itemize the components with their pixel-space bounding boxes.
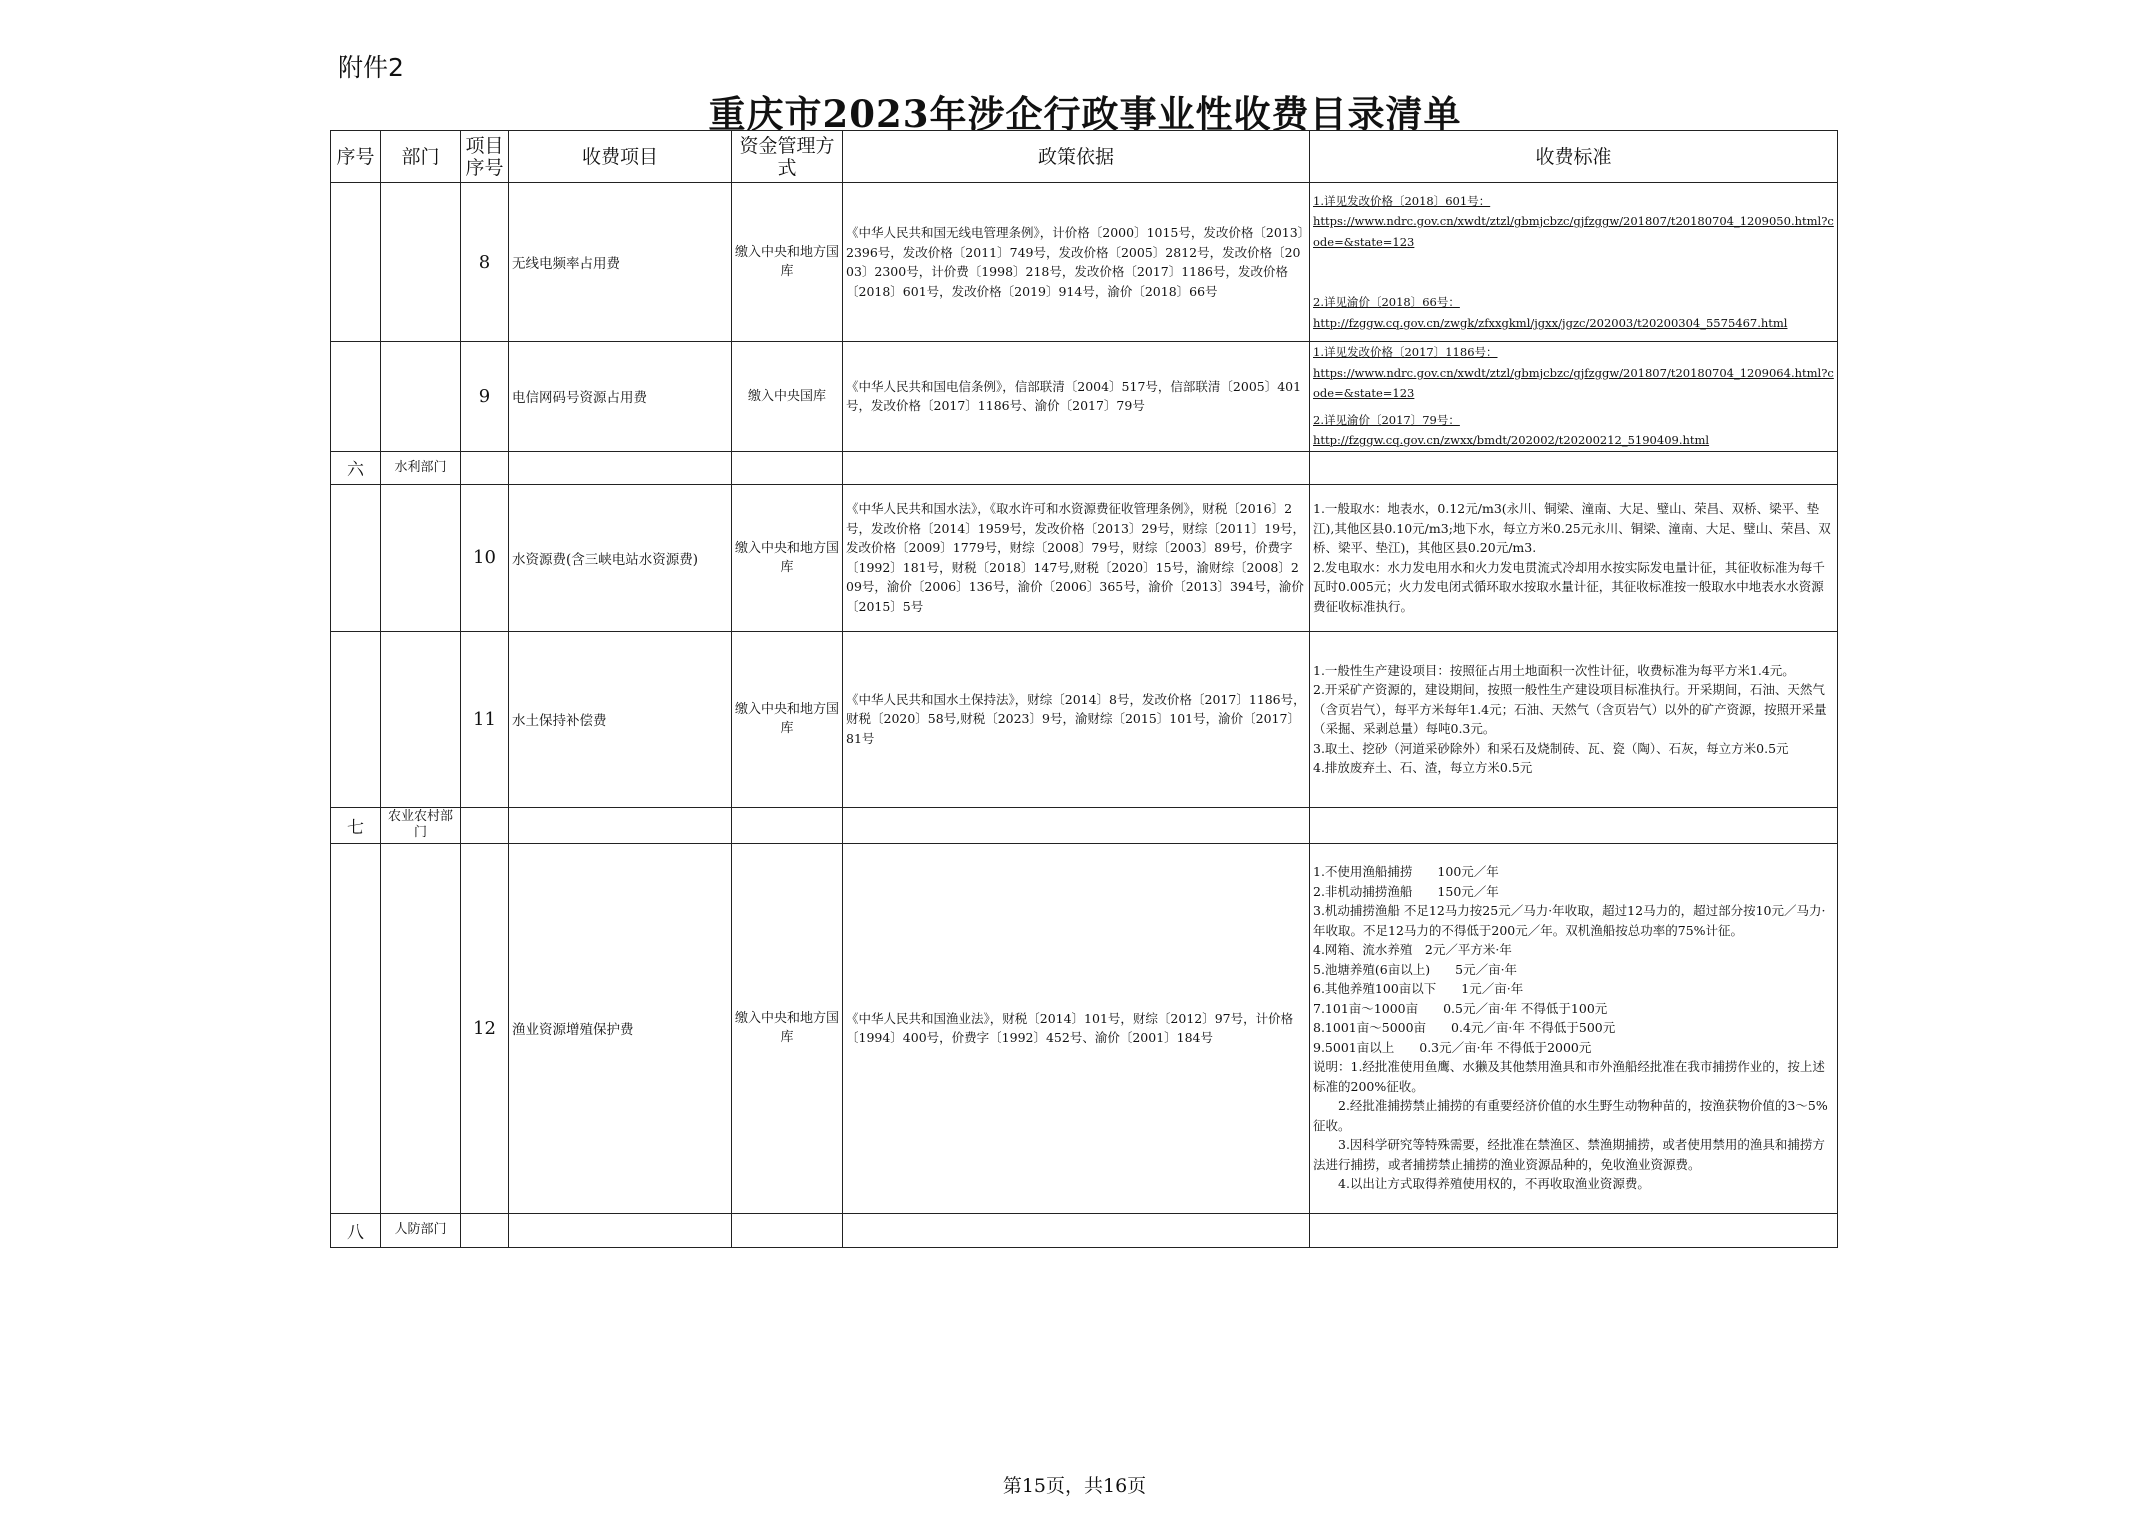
standard-link-label[interactable]: 1.详见发改价格〔2018〕601号： [1313,193,1491,208]
standard-link[interactable]: http://fzggw.cq.gov.cn/zwxx/bmdt/202002/t20200212_5190409.html [1313,433,1710,447]
item-name: 水土保持补偿费 [509,631,732,807]
fund-method: 缴入中央和地方国库 [732,183,843,342]
standard-note: 2.经批准捕捞禁止捕捞的有重要经济价值的水生野生动物种苗的，按渔获物价值的3～5%征收。 [1313,1098,1828,1133]
item-name: 无线电频率占用费 [509,183,732,342]
section-row [331,1213,1838,1247]
policy-basis: 《中华人民共和国电信条例》，信部联清〔2004〕517号，信部联清〔2005〕401号，发改价格〔2017〕1186号、渝价〔2017〕79号 [843,342,1310,452]
fund-method: 缴入中央和地方国库 [732,631,843,807]
section-dept: 农业农村部门 [381,807,461,843]
header-fund: 资金管理方式 [732,131,843,183]
section-row [331,807,1838,843]
standard-line: 1.一般取水：地表水，0.12元/m3(永川、铜梁、潼南、大足、璧山、荣昌、双桥、梁平、垫江),其他区县0.10元/m3;地下水，每立方米0.25元永川、铜梁、潼南、大足、璧山、荣昌、双桥、梁平、垫江)，其他区县0.20元/m3. [1313,501,1831,555]
policy-basis: 《中华人民共和国水法》，《取水许可和水资源费征收管理条例》，财税〔2016〕2号，发改价格〔2014〕1959号，发改价格〔2013〕29号，财综〔2011〕19号，发改价格〔2009〕1779号，财综〔2008〕79号，财综〔2003〕89号，价费字〔1992〕181号，财税〔2018〕147号,财税〔2020〕15号，渝财综〔2008〕209号，渝价〔2006〕136号，渝价〔2006〕365号，渝价〔2013〕394号，渝价〔2015〕5号 [843,484,1310,631]
page-number: 第15页，共16页 [1002,1475,1147,1497]
standard-link[interactable]: http://fzggw.cq.gov.cn/zwgk/zfxxgkml/jgxx/jgzc/202003/t20200304_5575467.html [1313,315,1788,330]
standard-link-label[interactable]: 2.详见渝价〔2017〕79号： [1313,412,1460,427]
table-row [331,631,1838,807]
standard-line: 8.1001亩～5000亩 0.4元／亩·年 不得低于500元 [1313,1020,1616,1036]
standard-note: 3.因科学研究等特殊需要，经批准在禁渔区、禁渔期捕捞，或者使用禁用的渔具和捕捞方法进行捕捞，或者捕捞禁止捕捞的渔业资源品种的，免收渔业资源费。 [1313,1137,1825,1172]
standard-note: 说明：1.经批准使用鱼鹰、水獭及其他禁用渔具和市外渔船经批准在我市捕捞作业的，按上述标准的200%征收。 [1313,1059,1825,1094]
header-dept: 部门 [381,131,461,183]
header-item: 收费项目 [509,131,732,183]
standard-link-label[interactable]: 2.详见渝价〔2018〕66号： [1313,295,1460,310]
item-number: 9 [461,342,509,452]
standard-line: 1.不使用渔船捕捞 100元／年 [1313,864,1499,880]
attachment-label: 附件2 [338,53,404,82]
standard-line: 4.网箱、流水养殖 2元／平方米·年 [1313,942,1512,958]
item-number: 10 [461,484,509,631]
section-number: 六 [331,451,381,484]
section-dept: 人防部门 [381,1213,461,1247]
item-name: 电信网码号资源占用费 [509,342,732,452]
item-number: 8 [461,183,509,342]
fee-standard [1310,183,1838,342]
fee-standard [1310,631,1838,807]
standard-line: 3.取土、挖砂（河道采砂除外）和采石及烧制砖、瓦、瓷（陶）、石灰，每立方米0.5元 4.排放废弃土、石、渣，每立方米0.5元 [1313,740,1789,775]
fee-table [330,130,1838,1248]
standard-line: 2.非机动捕捞渔船 150元／年 [1313,883,1499,899]
section-number: 八 [331,1213,381,1247]
standard-line: 2.发电取水：水力发电用水和火力发电贯流式冷却用水按实际发电量计征，其征收标准为每千瓦时0.005元；火力发电闭式循环取水按取水量计征，其征收标准按一般取水中地表水水资源费征收标准执行。 [1313,559,1825,614]
standard-link[interactable]: https://www.ndrc.gov.cn/xwdt/ztzl/gbmjcbzc/gjfzggw/201807/t20180704_1209064.html?code=&state=123 [1313,365,1834,400]
header-policy: 政策依据 [843,131,1310,183]
standard-line: 2.开采矿产资源的，建设期间，按照一般性生产建设项目标准执行。开采期间，石油、天然气（含页岩气），每平方米每年1.4元；石油、天然气（含页岩气）以外的矿产资源，按照开采量（采掘、采剥总量）每吨0.3元。 [1313,682,1827,736]
standard-line: 9.5001亩以上 0.3元／亩·年 不得低于2000元 [1313,1039,1592,1055]
page-title: 重庆市2023年涉企行政事业性收费目录清单 [708,92,1462,136]
header-seq: 序号 [331,131,381,183]
table-row [331,183,1838,342]
header-standard: 收费标准 [1310,131,1838,183]
item-name: 渔业资源增殖保护费 [509,843,732,1213]
fund-method: 缴入中央和地方国库 [732,843,843,1213]
fee-standard [1310,342,1838,452]
policy-basis: 《中华人民共和国渔业法》，财税〔2014〕101号，财综〔2012〕97号，计价格〔1994〕400号，价费字〔1992〕452号、渝价〔2001〕184号 [843,843,1310,1213]
table-row [331,484,1838,631]
standard-line: 7.101亩～1000亩 0.5元／亩·年 不得低于100元 [1313,1000,1608,1016]
standard-line: 6.其他养殖100亩以下 1元／亩·年 [1313,981,1524,997]
standard-line: 1.一般性生产建设项目：按照征占用土地面积一次性计征，收费标准为每平方米1.4元。 [1313,662,1795,678]
policy-basis: 《中华人民共和国无线电管理条例》，计价格〔2000〕1015号，发改价格〔2013〕2396号，发改价格〔2011〕749号，发改价格〔2005〕2812号，发改价格〔2003〕2300号，计价费〔1998〕218号，发改价格〔2017〕1186号，发改价格〔2018〕601号，发改价格〔2019〕914号，渝价〔2018〕66号 [843,183,1310,342]
fund-method: 缴入中央国库 [732,342,843,452]
standard-line: 5.池塘养殖(6亩以上) 5元／亩·年 [1313,961,1518,977]
fund-method: 缴入中央和地方国库 [732,484,843,631]
header-item-no: 项目序号 [461,131,509,183]
table-header-row [331,131,1838,183]
standard-link[interactable]: https://www.ndrc.gov.cn/xwdt/ztzl/gbmjcbzc/gjfzggw/201807/t20180704_1209050.html?code=&state=123 [1313,214,1834,249]
item-name: 水资源费(含三峡电站水资源费) [509,484,732,631]
fee-standard [1310,484,1838,631]
fee-standard [1310,843,1838,1213]
section-number: 七 [331,807,381,843]
item-number: 12 [461,843,509,1213]
section-dept: 水利部门 [381,451,461,484]
item-number: 11 [461,631,509,807]
standard-link-label[interactable]: 1.详见发改价格〔2017〕1186号： [1313,345,1498,359]
standard-line: 3.机动捕捞渔船 不足12马力按25元／马力·年收取，超过12马力的，超过部分按10元／马力·年收取。不足12马力的不得低于200元／年。双机渔船按总功率的75%计征。 [1313,903,1826,938]
standard-note: 4.以出让方式取得养殖使用权的，不再收取渔业资源费。 [1313,1176,1650,1192]
section-row [331,451,1838,484]
table-row [331,342,1838,452]
table-row [331,843,1838,1213]
policy-basis: 《中华人民共和国水土保持法》，财综〔2014〕8号，发改价格〔2017〕1186号，财税〔2020〕58号,财税〔2023〕9号，渝财综〔2015〕101号，渝价〔2017〕81号 [843,631,1310,807]
